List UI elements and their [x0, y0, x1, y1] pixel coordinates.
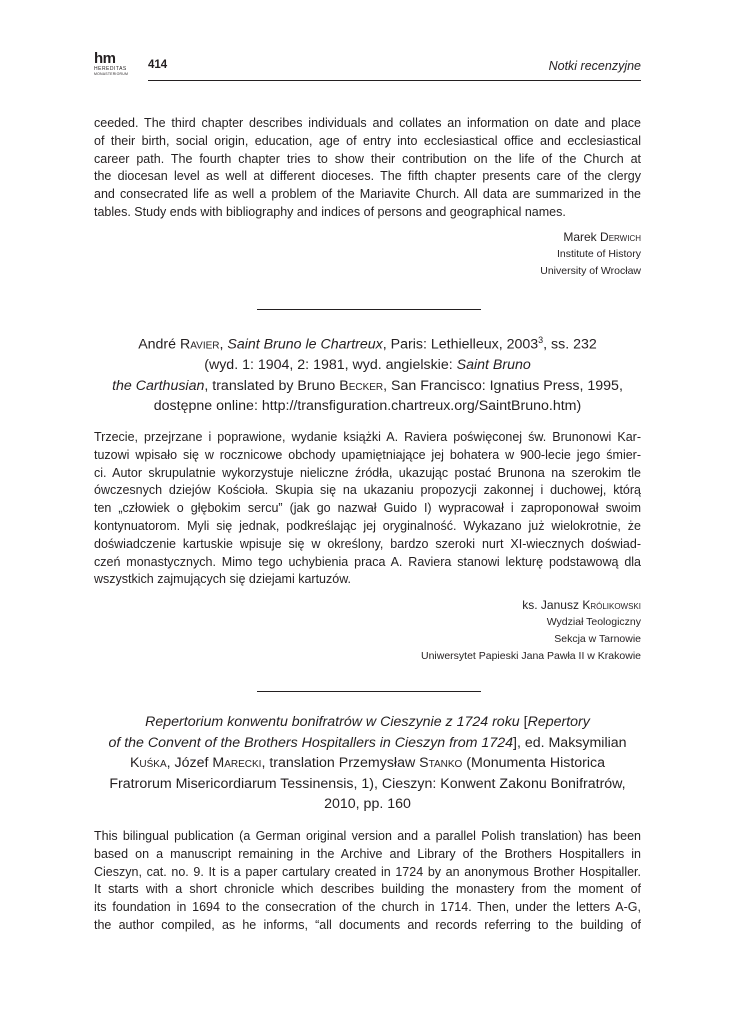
text-line: based on a manuscript remaining in the Archive and Library of the Brothers Hospitallers in [94, 846, 641, 861]
text-line: tables. Study ends with bibliography and indices of persons and geographical names. [94, 204, 566, 219]
reviewer-name: Marek Derwich [563, 230, 641, 244]
page-header [94, 48, 641, 82]
text-line: czeń monastycznych. Mimo tego uchybienia praca A. Raviera stanowi lekturę podstawową dla [94, 554, 641, 569]
logo-subtitle-2: MONASTERIORUM [94, 72, 129, 76]
text-line: ceeded. The third chapter describes individuals and collates an information on date and place [94, 116, 641, 130]
review-2-signature [421, 597, 641, 665]
page-number: 414 [148, 59, 168, 71]
reviewer-name: ks. Janusz Królikowski [522, 598, 641, 612]
title-line: 2010, pp. 160 [324, 796, 411, 812]
text-line: tuzowi wpisało się w rocznicowe obchody upamiętniające jej bohatera w 900-lecie jego śmier- [94, 447, 641, 462]
text-line: wszystkich zajmujących się dziejami kartuzów. [94, 572, 352, 587]
title-line: Kuśka, Józef Marecki, translation Przemysław Stanko (Monumenta Historica [129, 755, 606, 771]
affiliation-line: Sekcja w Tarnowie [554, 633, 641, 645]
text-line: ci. Autor skrupulatnie wykorzystuje nieliczne źródła, ukazując postać Brunona na szerokim tle [94, 465, 641, 480]
review-2-title [94, 330, 641, 417]
text-line: ten „człowiek o głębokim sercu” (jak go nazwał Guido I) wypracował i zaproponował swoim [94, 501, 641, 516]
text-line: kontynuatorom. Myli się jednak, podkreślając jej oryginalność. Wykazano już wielokrotnie, że [94, 518, 641, 533]
text-line: ówczesnych dziejów Kościoła. Skupia się na ukazaniu propozycji zakonnej i duchowej, którą [94, 483, 641, 498]
text-line: Trzecie, przejrzane i poprawione, wydanie książki A. Raviera poświęconej św. Brunonowi Kar- [94, 430, 641, 444]
text-line: It starts with a short chronicle which describes building the monastery from the moment of [94, 882, 641, 897]
review-3-body [94, 828, 641, 935]
review-1-signature [540, 229, 641, 280]
text-line: of their birth, social origin, education, age of entry into ecclesiastical office and ecclesiastical [94, 133, 641, 148]
logo-text: hm [94, 50, 116, 67]
running-title: Notki recenzyjne [548, 59, 641, 73]
affiliation-line: Uniwersytet Papieski Jana Pawła II w Krakowie [420, 650, 641, 662]
review-1-paragraph [94, 115, 641, 222]
text-line: and consecrated life as well a problem of the Mariavite Church. All data are summarized in the [94, 187, 641, 202]
title-line: Fratrorum Misericordiarum Tessinensis, 1), Cieszyn: Konwent Zakonu Bonifratrów, [109, 775, 626, 792]
title-line: of the Convent of the Brothers Hospitallers in Cieszyn from 1724], ed. Maksymilian [108, 734, 627, 751]
text-line: Cieszyn, cat. no. 9. It is a paper cartulary created in 1724 by an anonymous Brother Hospitaller. [94, 864, 641, 879]
text-line: doświadczenie kartuskie wpisuje się w określony, bardzo szeroki nurt XI-wiecznych doświad- [94, 536, 641, 551]
affiliation-line: Institute of History [556, 248, 641, 260]
review-2-body [94, 429, 641, 589]
affiliation-line: Wydział Teologiczny [546, 616, 641, 628]
text-line: its foundation in 1694 to the consecration of the church in 1714. Then, under the letters A-G, [94, 900, 641, 915]
section-divider [257, 691, 481, 692]
header-rule [148, 80, 641, 81]
text-line: This bilingual publication (a German original version and a parallel Polish translation) has been [94, 829, 641, 843]
review-3-title [94, 712, 641, 815]
text-line: career path. The fourth chapter tries to show their contribution on the life of the Church at [94, 151, 641, 166]
review-3-paragraph [94, 828, 641, 935]
title-line: dostępne online: http://transfiguration.chartreux.org/SaintBruno.htm) [153, 398, 582, 415]
title-line: Repertorium konwentu bonifratrów w Cieszynie z 1724 roku [Repertory [145, 714, 590, 730]
title-line: (wyd. 1: 1904, 2: 1981, wyd. angielskie: Saint Bruno [204, 357, 531, 374]
affiliation-line: University of Wrocław [540, 265, 641, 277]
journal-logo [94, 48, 128, 80]
review-2-paragraph [94, 429, 641, 589]
section-divider [257, 309, 481, 310]
text-line: the author compiled, as he informs, “all documents and records referring to the building of [94, 917, 641, 932]
review-1-body [94, 115, 641, 222]
title-line: the Carthusian, translated by Bruno Becker, San Francisco: Ignatius Press, 1995, [112, 377, 623, 394]
logo-subtitle-1: HEREDITAS [94, 66, 127, 72]
text-line: the diocesan level as well at different dioceses. The fifth chapter presents care of the clergy [94, 169, 641, 184]
title-line: André Ravier, Saint Bruno le Chartreux, Paris: Lethielleux, 2003$^3$, ss. 232 [138, 335, 597, 353]
